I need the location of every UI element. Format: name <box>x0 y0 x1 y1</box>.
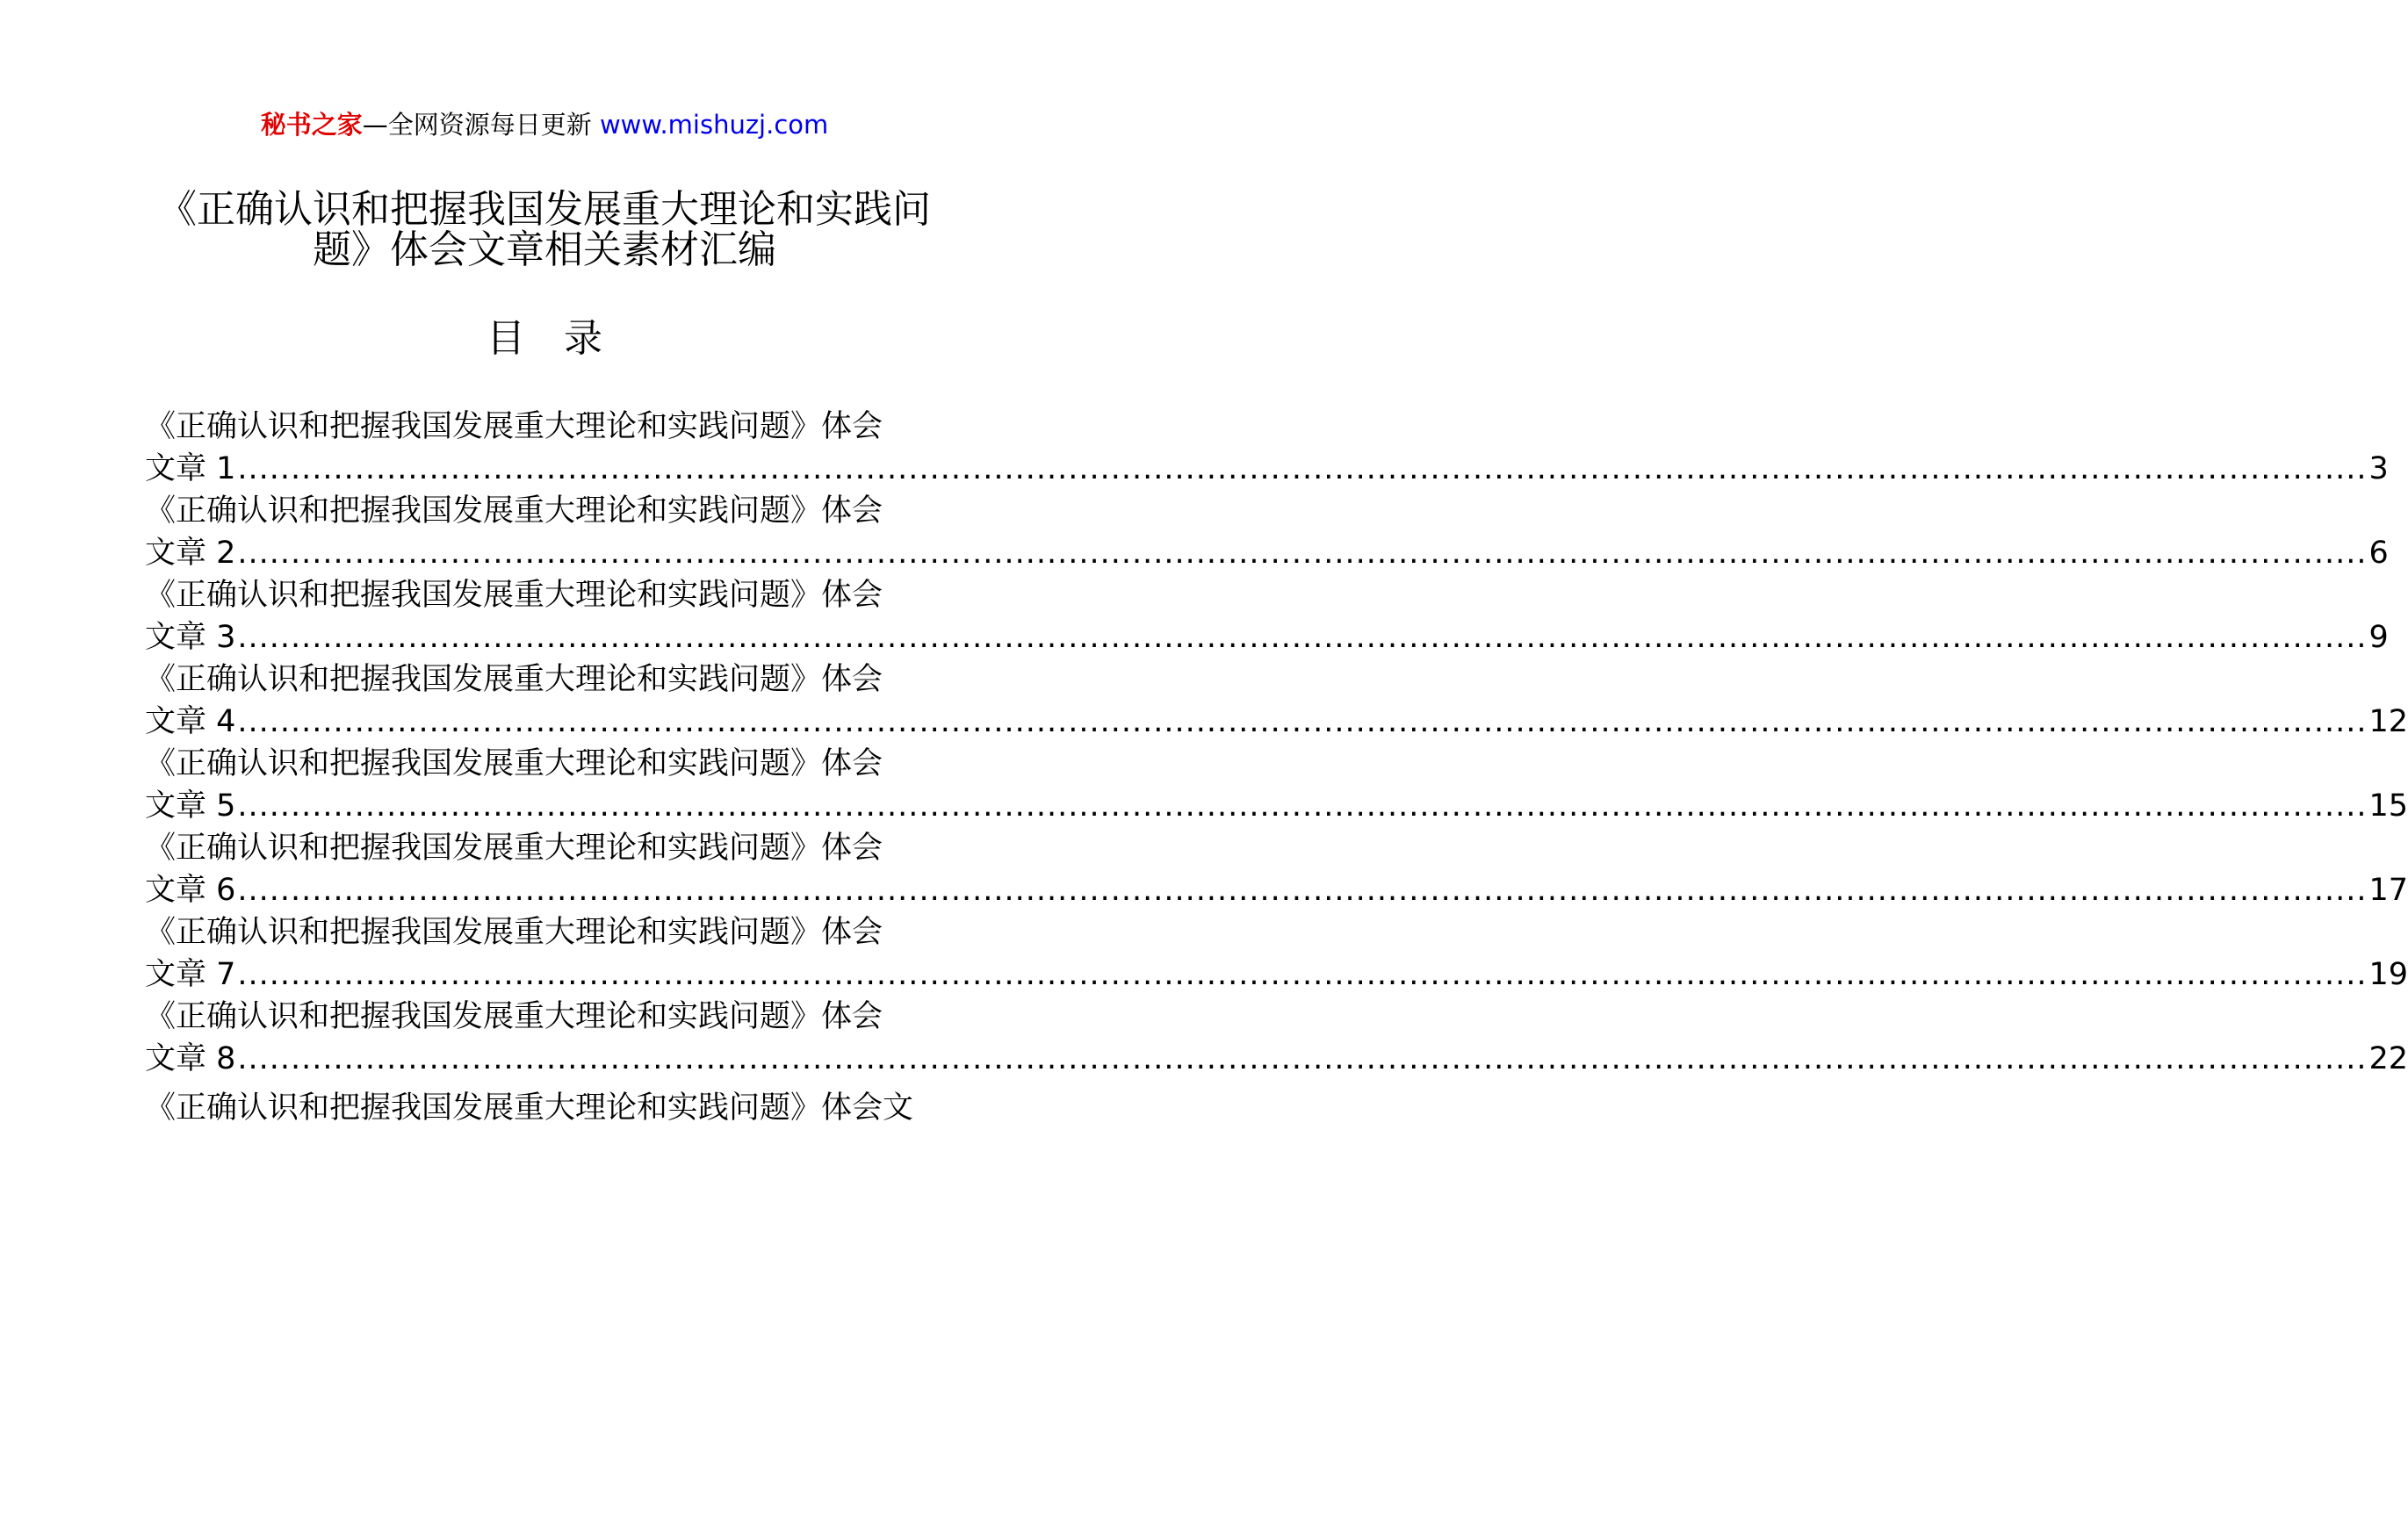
toc-entry-title: 《正确认识和把握我国发展重大理论和实践问题》体会 <box>145 999 883 1034</box>
toc-heading: 目 录 <box>487 316 602 361</box>
toc-entry-label: 文章 2 <box>145 536 236 571</box>
toc-page-number: 9 <box>2368 620 2389 655</box>
toc-entry-label: 文章 8 <box>145 1041 236 1076</box>
toc-entry-label: 文章 6 <box>145 873 236 908</box>
toc-entry-label: 文章 4 <box>145 704 236 739</box>
toc-leader-dots: ........................................................................................................................................................................................................ <box>237 451 2368 486</box>
toc-entry-label: 文章 5 <box>145 788 236 824</box>
toc-entry[interactable] <box>145 911 2408 996</box>
toc-entry-title: 《正确认识和把握我国发展重大理论和实践问题》体会 <box>145 493 883 529</box>
toc-leader-dots: ........................................................................................................................................................................................................ <box>237 536 2368 571</box>
toc-page-number: 6 <box>2368 536 2389 571</box>
table-of-contents <box>145 406 2408 1129</box>
toc-page-number: 17 <box>2368 873 2408 908</box>
brand-name: 秘书之家 <box>260 110 363 140</box>
tagline: —全网资源每日更新 <box>362 110 592 140</box>
toc-entry-title: 《正确认识和把握我国发展重大理论和实践问题》体会 <box>145 662 883 697</box>
toc-leader-dots: ........................................................................................................................................................................................................ <box>237 620 2368 655</box>
site-url-link[interactable]: www.mishuzj.com <box>599 110 829 140</box>
toc-page-number: 12 <box>2368 704 2408 739</box>
toc-entry[interactable] <box>145 490 2389 574</box>
toc-entry-title: 《正确认识和把握我国发展重大理论和实践问题》体会 <box>145 915 883 950</box>
toc-entry[interactable] <box>145 827 2408 911</box>
toc-entry[interactable] <box>145 996 2408 1080</box>
toc-leader-dots: ........................................................................................................................................................................................................ <box>237 1041 2368 1076</box>
toc-entry[interactable] <box>145 743 2408 827</box>
toc-page-number: 15 <box>2368 788 2408 824</box>
toc-leader-dots: ........................................................................................................................................................................................................ <box>237 704 2368 739</box>
toc-page-number: 22 <box>2368 1041 2408 1076</box>
toc-entry-label: 文章 7 <box>145 957 236 992</box>
toc-leader-dots: ........................................................................................................................................................................................................ <box>237 957 2368 992</box>
toc-page-number: 3 <box>2368 451 2389 486</box>
toc-entry[interactable] <box>145 406 2389 490</box>
toc-entry-title: 《正确认识和把握我国发展重大理论和实践问题》体会 <box>145 578 883 613</box>
toc-entry-label: 文章 1 <box>145 451 236 486</box>
toc-page-number: 19 <box>2368 957 2408 992</box>
toc-entry[interactable] <box>145 574 2389 658</box>
toc-leader-dots: ........................................................................................................................................................................................................ <box>237 873 2368 908</box>
document-title: 《正确认识和把握我国发展重大理论和实践问题》体会文章相关素材汇编 <box>158 187 931 272</box>
site-header <box>0 107 1089 142</box>
toc-entry-title: 《正确认识和把握我国发展重大理论和实践问题》体会 <box>145 409 883 444</box>
toc-entry[interactable] <box>145 658 2408 743</box>
toc-leader-dots: ........................................................................................................................................................................................................ <box>237 788 2368 824</box>
toc-entry-title: 《正确认识和把握我国发展重大理论和实践问题》体会 <box>145 831 883 866</box>
toc-entry-label: 文章 3 <box>145 620 236 655</box>
toc-entry-title: 《正确认识和把握我国发展重大理论和实践问题》体会 <box>145 746 883 781</box>
toc-entry-partial[interactable]: 《正确认识和把握我国发展重大理论和实践问题》体会文 <box>145 1090 914 1126</box>
